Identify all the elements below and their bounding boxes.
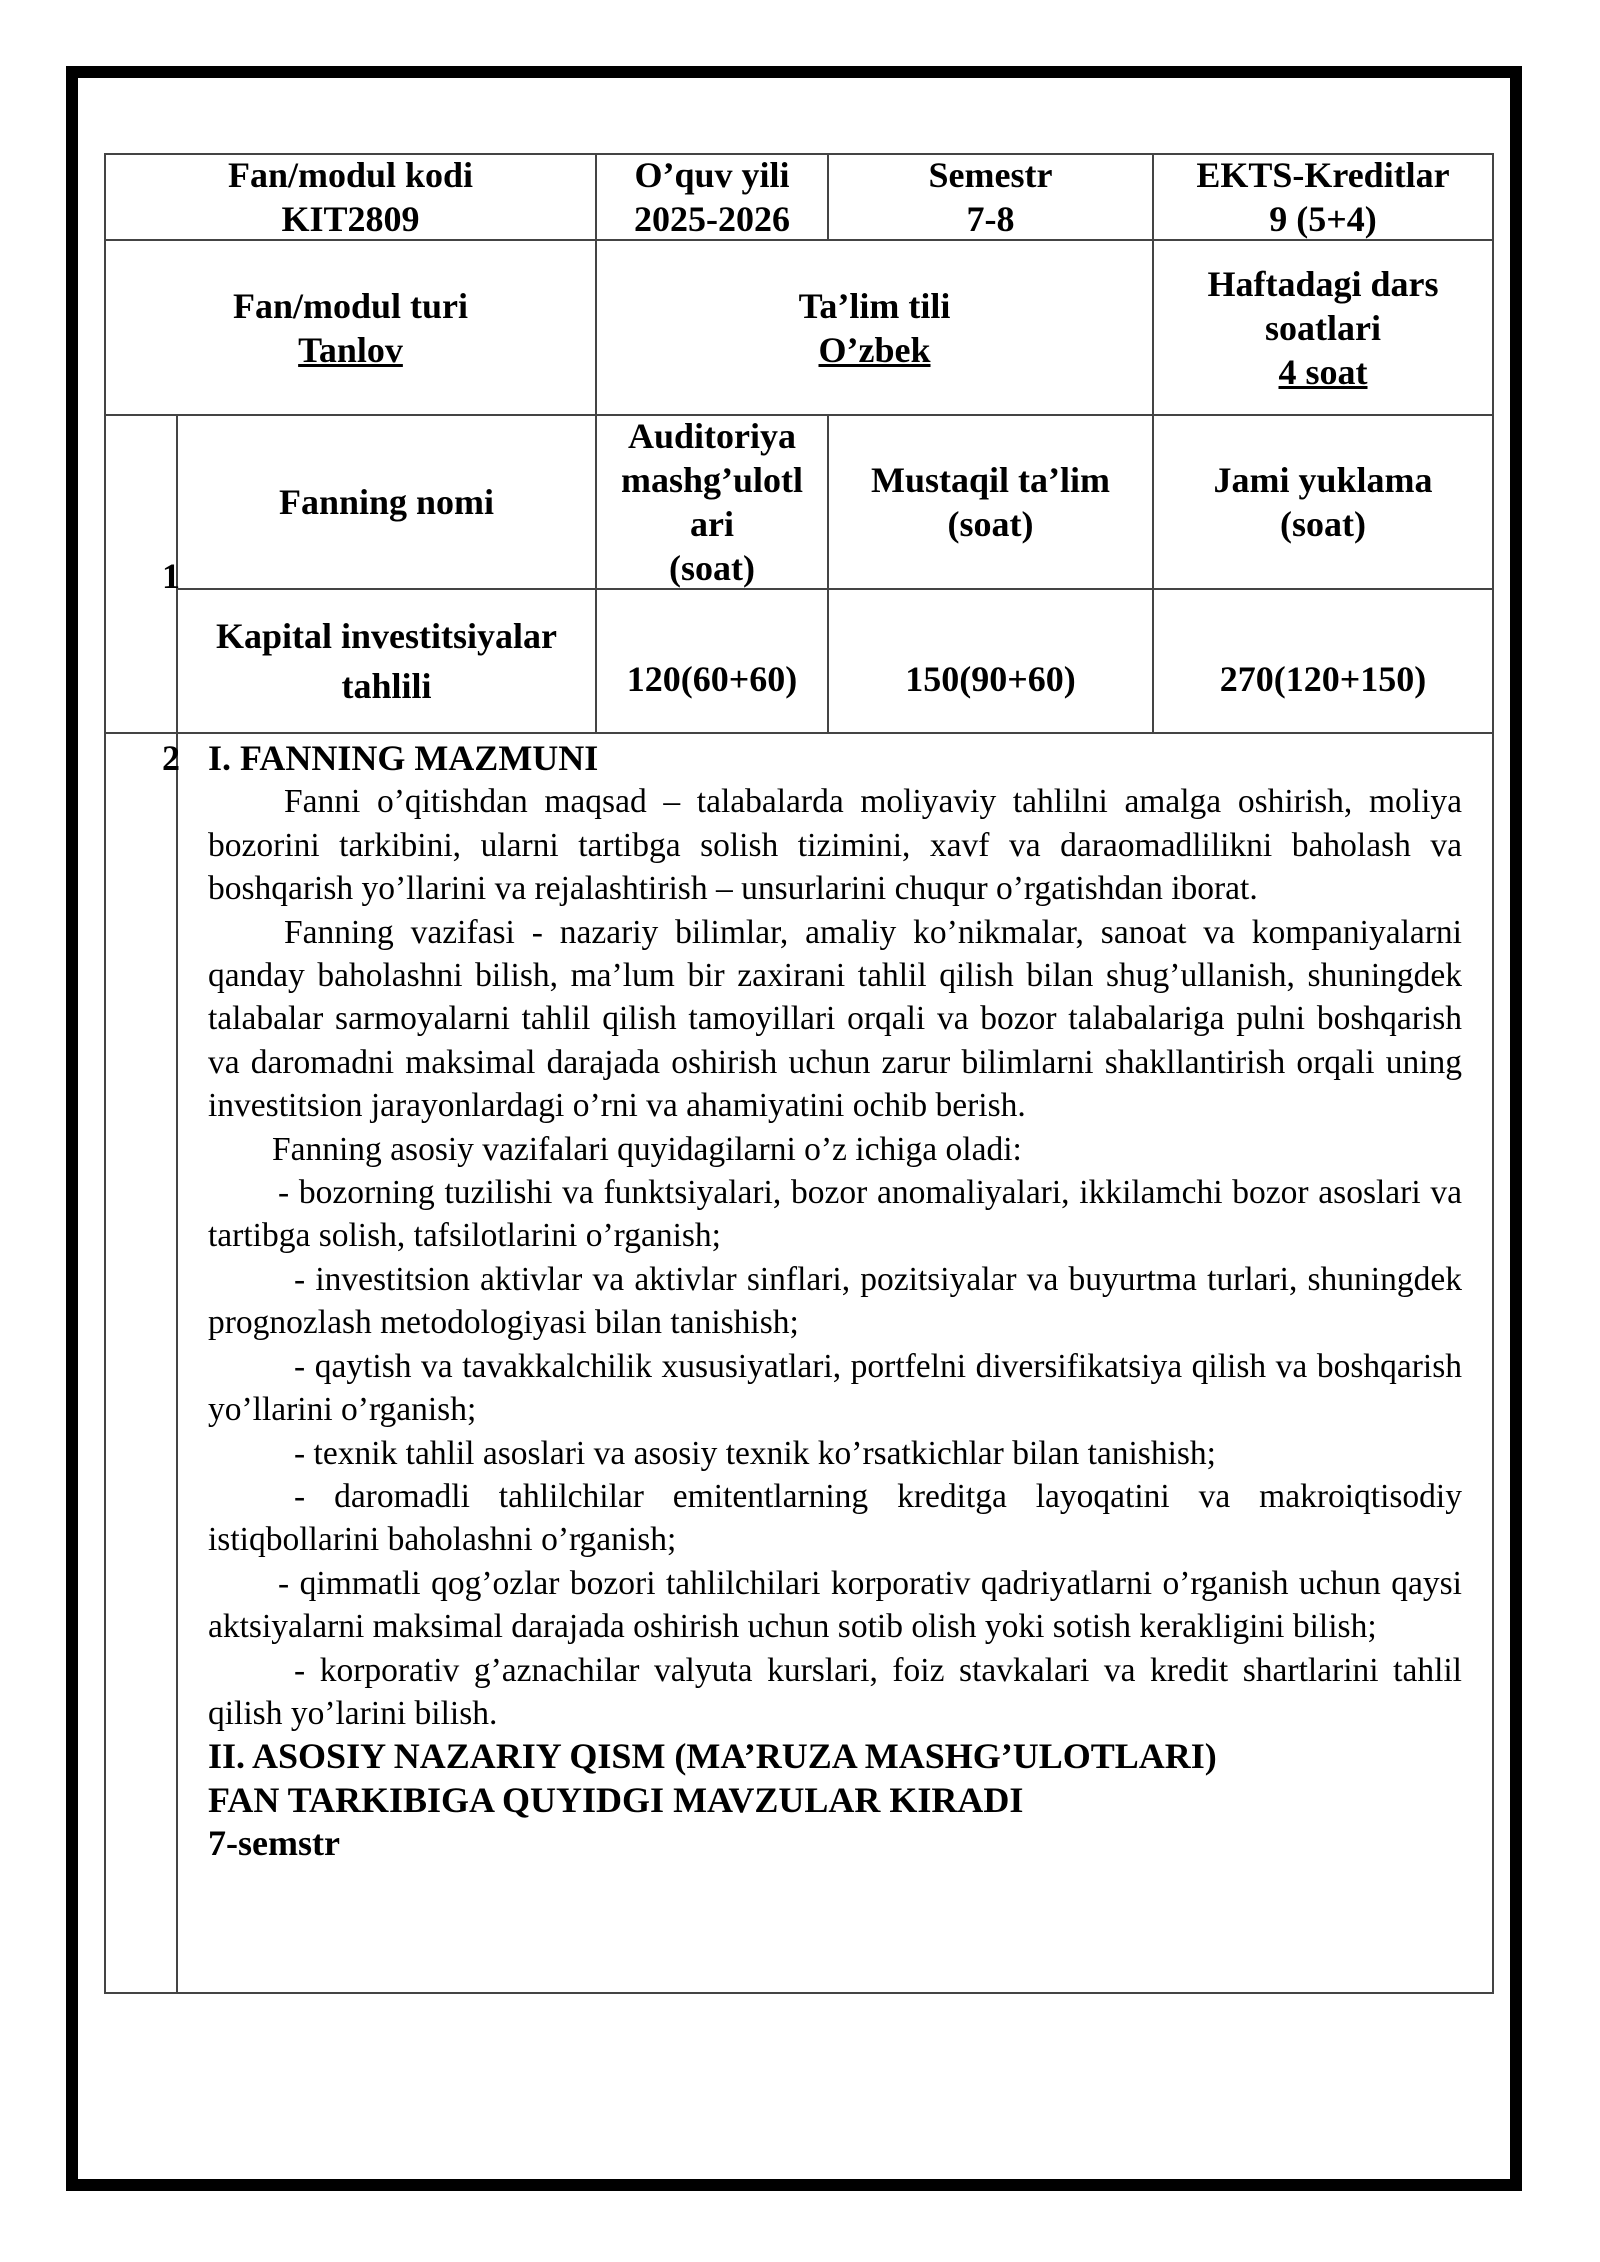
language-label: Ta’lim tili — [798, 285, 951, 326]
section-heading-1: I. FANNING MAZMUNI — [208, 738, 599, 778]
independent-study-header-line1: Mustaqil ta’lim — [871, 460, 1110, 500]
table-row-divider — [104, 732, 1494, 734]
task-list-item: - daromadli tahlilchilar emitentlarning kreditga layoqatini va makroiqtisodiy istiqbollarini baholashni o’rganish; — [208, 1477, 1462, 1559]
auditorium-header-line4: (soat) — [669, 548, 755, 588]
content-section — [208, 737, 1462, 1866]
row-number-2: 2 — [162, 738, 180, 778]
weekly-hours-label-line2: soatlari — [1265, 307, 1381, 348]
task-list-item: - qimmatli qog’ozlar bozori tahlilchilari korporativ qadriyatlarni o’rganish uchun qaysi aktsiyalarni maksimal darajada oshirish uchun sotib olish yoki sotish kerakligini bilish; — [208, 1564, 1462, 1646]
auditorium-header — [597, 416, 827, 588]
section-heading-2: II. ASOSIY NAZARIY QISM (MA’RUZA MASHG’ULOTLARI) — [208, 1736, 1217, 1777]
goal-paragraph: Fanni o’qitishdan maqsad – talabalarda moliyaviy tahlilni amalga oshirish, moliya bozorini tarkibini, ularni tartibga solish tizimini, xavf va daraomadlilikni baholash va boshqarish yo’llarini va rejalashtirish – unsurlarini chuqur o’rgatishdan iborat. — [208, 783, 1462, 908]
task-list-item: - bozorning tuzilishi va funktsiyalari, bozor anomaliyalari, ikkilamchi bozor asoslari va tartibga solish, tafsilotlarini o’rganish; — [208, 1174, 1462, 1255]
section-subheading: FAN TARKIBIGA QUYIDGI MAVZULAR KIRADI — [208, 1779, 1024, 1820]
module-type-cell — [106, 241, 595, 414]
task-list-item: - investitsion aktivlar va aktivlar sinflari, pozitsiyalar va buyurtma turlari, shuningdek prognozlash metodologiyasi bilan tanishish; — [208, 1260, 1462, 1342]
table-border-right — [1492, 153, 1494, 1994]
total-load-header-line1: Jami yuklama — [1213, 460, 1433, 500]
academic-year-label: O’quv yili — [634, 155, 790, 195]
auditorium-header-line2: mashg’ulotl — [620, 460, 804, 500]
total-hours: 270(120+150) — [1219, 659, 1427, 699]
subject-name-value — [178, 590, 595, 732]
total-load-header-line2: (soat) — [1280, 504, 1366, 544]
weekly-hours-label-line1: Haftadagi dars — [1207, 263, 1439, 304]
subject-name-line1: Kapital investitsiyalar — [216, 616, 557, 656]
task-list-item: - qaytish va tavakkalchilik xususiyatlari, portfelni diversifikatsiya qilish va boshqarish yo’llarini o’rganish; — [208, 1347, 1462, 1429]
semester-cell — [829, 155, 1152, 239]
academic-year-cell — [597, 155, 827, 239]
table-border-left — [104, 153, 106, 1994]
independent-study-header — [829, 416, 1152, 588]
main-tasks-intro: Fanning asosiy vazifalari quyidagilarni o’z ichiga oladi: — [272, 1130, 1022, 1168]
independent-study-value — [829, 590, 1152, 732]
semester-heading: 7-semstr — [208, 1823, 340, 1864]
subject-name-header — [178, 416, 595, 588]
credits-value: 9 (5+4) — [1269, 199, 1377, 239]
language-cell — [597, 241, 1152, 414]
credits-cell — [1154, 155, 1492, 239]
total-load-header — [1154, 416, 1492, 588]
independent-hours: 150(90+60) — [905, 659, 1076, 699]
task-list-item: - texnik tahlil asoslari va asosiy texnik ko’rsatkichlar bilan tanishish; — [294, 1434, 1216, 1472]
module-type-label: Fan/modul turi — [232, 285, 469, 326]
table-border-bottom — [104, 1992, 1494, 1994]
module-code-value: KIT2809 — [281, 199, 420, 239]
subject-name-line2: tahlili — [341, 666, 432, 706]
row-number-1: 1 — [162, 556, 180, 596]
module-type-value: Tanlov — [298, 329, 403, 370]
auditorium-value — [597, 590, 827, 732]
task-list-item: - korporativ g’aznachilar valyuta kurslari, foiz stavkalari va kredit shartlarini tahlil qilish yo’larini bilish. — [208, 1651, 1462, 1732]
auditorium-header-line1: Auditoriya — [627, 416, 796, 456]
auditorium-hours: 120(60+60) — [626, 659, 798, 699]
language-value: O’zbek — [818, 329, 931, 370]
subject-name-header-text: Fanning nomi — [278, 482, 495, 522]
weekly-hours-cell — [1154, 241, 1492, 414]
academic-year-value: 2025-2026 — [634, 199, 790, 239]
semester-value: 7-8 — [966, 199, 1015, 239]
credits-label: EKTS-Kreditlar — [1196, 155, 1450, 195]
independent-study-header-line2: (soat) — [947, 504, 1034, 544]
auditorium-header-line3: ari — [690, 504, 734, 544]
total-load-value — [1154, 590, 1492, 732]
weekly-hours-value: 4 soat — [1278, 351, 1368, 392]
semester-label: Semestr — [928, 155, 1053, 195]
tasks-paragraph: Fanning vazifasi - nazariy bilimlar, amaliy ko’nikmalar, sanoat va kompaniyalarni qanday baholashni bilish, ma’lum bir zaxirani tahlil qilish bilan shug’ullanish, shuningdek talabalar sarmoyalarni tahlil qilish tamoyillari orqali va bozor talabalariga pulni boshqarish va daromadni maksimal darajada oshirish uchun zarur bilimlarni shakllantirish orqali uning investitsion jarayonlardagi o’rni va ahamiyatini ochib berish. — [208, 913, 1462, 1125]
module-code-cell — [106, 155, 595, 239]
module-code-label: Fan/modul kodi — [227, 155, 474, 195]
